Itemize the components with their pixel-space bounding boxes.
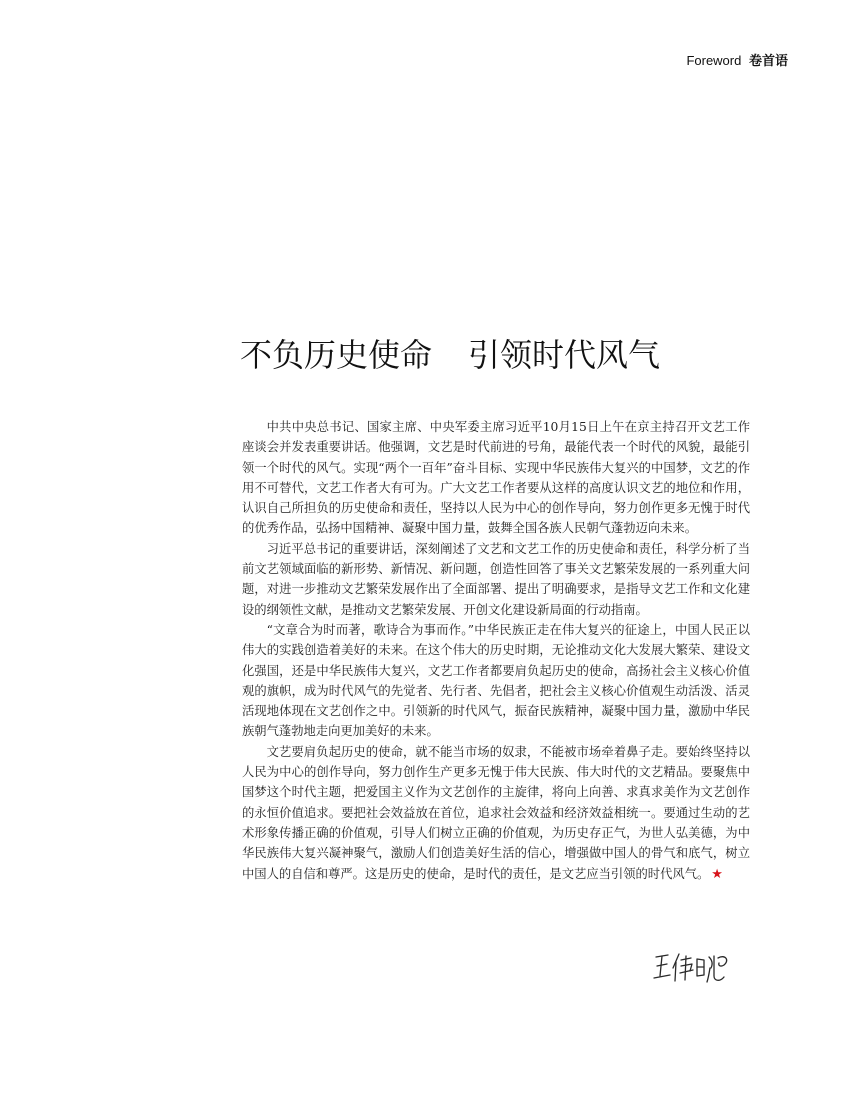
paragraph-4-text: 文艺要肩负起历史的使命，就不能当市场的奴隶，不能被市场牵着鼻子走。要始终坚持以人民为中心的创作导向，努力创作生产更多无愧于伟大民族、伟大时代的文艺精品。要聚焦中国梦这个时代主题，把爱国主义作为文艺创作的主旋律，将向上向善、求真求美作为文艺创作的永恒价值追求。要把社会效益放在首位，追求社会效益和经济效益相统一。要通过生动的艺术形象传播正确的价值观，引导人们树立正确的价值观，为历史存正气，为世人弘美德，为中华民族伟大复兴凝神聚气，激励人们创造美好生活的信心，增强做中国人的骨气和底气，树立中国人的自信和尊严。这是历史的使命，是时代的责任，是文艺应当引领的时代风气。 xyxy=(242,744,750,881)
paragraph-3: “文章合为时而著，歌诗合为事而作。”中华民族正走在伟大复兴的征途上，中国人民正以伟大的实践创造着美好的未来。在这个伟大的历史时期，无论推动文化大发展大繁荣、建设文化强国，还是中华民族伟大复兴，文艺工作者都要肩负起历史的使命，高扬社会主义核心价值观的旗帜，成为时代风气的先觉者、先行者、先倡者，把社会主义核心价值观生动活泼、活灵活现地体现在文艺创作之中。引领新的时代风气，振奋民族精神，凝聚中国力量，激励中华民族朝气蓬勃地走向更加美好的未来。 xyxy=(242,622,750,739)
article-body xyxy=(242,417,750,885)
paragraph-4 xyxy=(242,742,750,885)
title-part-2: 引领时代风气 xyxy=(468,336,661,374)
header-chinese: 卷首语 xyxy=(748,54,788,69)
paragraph-1: 中共中央总书记、国家主席、中央军委主席习近平10月15日上午在京主持召开文艺工作座谈会并发表重要讲话。他强调，文艺是时代前进的号角，最能代表一个时代的风貌，最能引领一个时代的风气。实现“两个一百年”奋斗目标、实现中华民族伟大复兴的中国梦，文艺的作用不可替代，文艺工作者大有可为。广大文艺工作者要从这样的高度认识文艺的地位和作用，认识自己所担负的历史使命和责任，坚持以人民为中心的创作导向，努力创作更多无愧于时代的优秀作品，弘扬中国精神、凝聚中国力量，鼓舞全国各族人民朝气蓬勃迈向未来。 xyxy=(242,420,750,536)
end-star-icon: ★ xyxy=(711,866,723,882)
paragraph-2: 习近平总书记的重要讲话，深刻阐述了文艺和文艺工作的历史使命和责任，科学分析了当前文艺领域面临的新形势、新情况、新问题，创造性回答了事关文艺繁荣发展的一系列重大问题，对进一步推动文艺繁荣发展作出了全面部署、提出了明确要求，是指导文艺工作和文化建设的纲领性文献，是推动文艺繁荣发展、开创文化建设新局面的行动指南。 xyxy=(242,541,750,617)
running-header xyxy=(686,50,788,69)
article-title xyxy=(240,330,660,376)
title-part-1: 不负历史使命 xyxy=(240,336,433,374)
header-english: Foreword xyxy=(686,53,742,68)
handwritten-signature xyxy=(652,948,734,988)
